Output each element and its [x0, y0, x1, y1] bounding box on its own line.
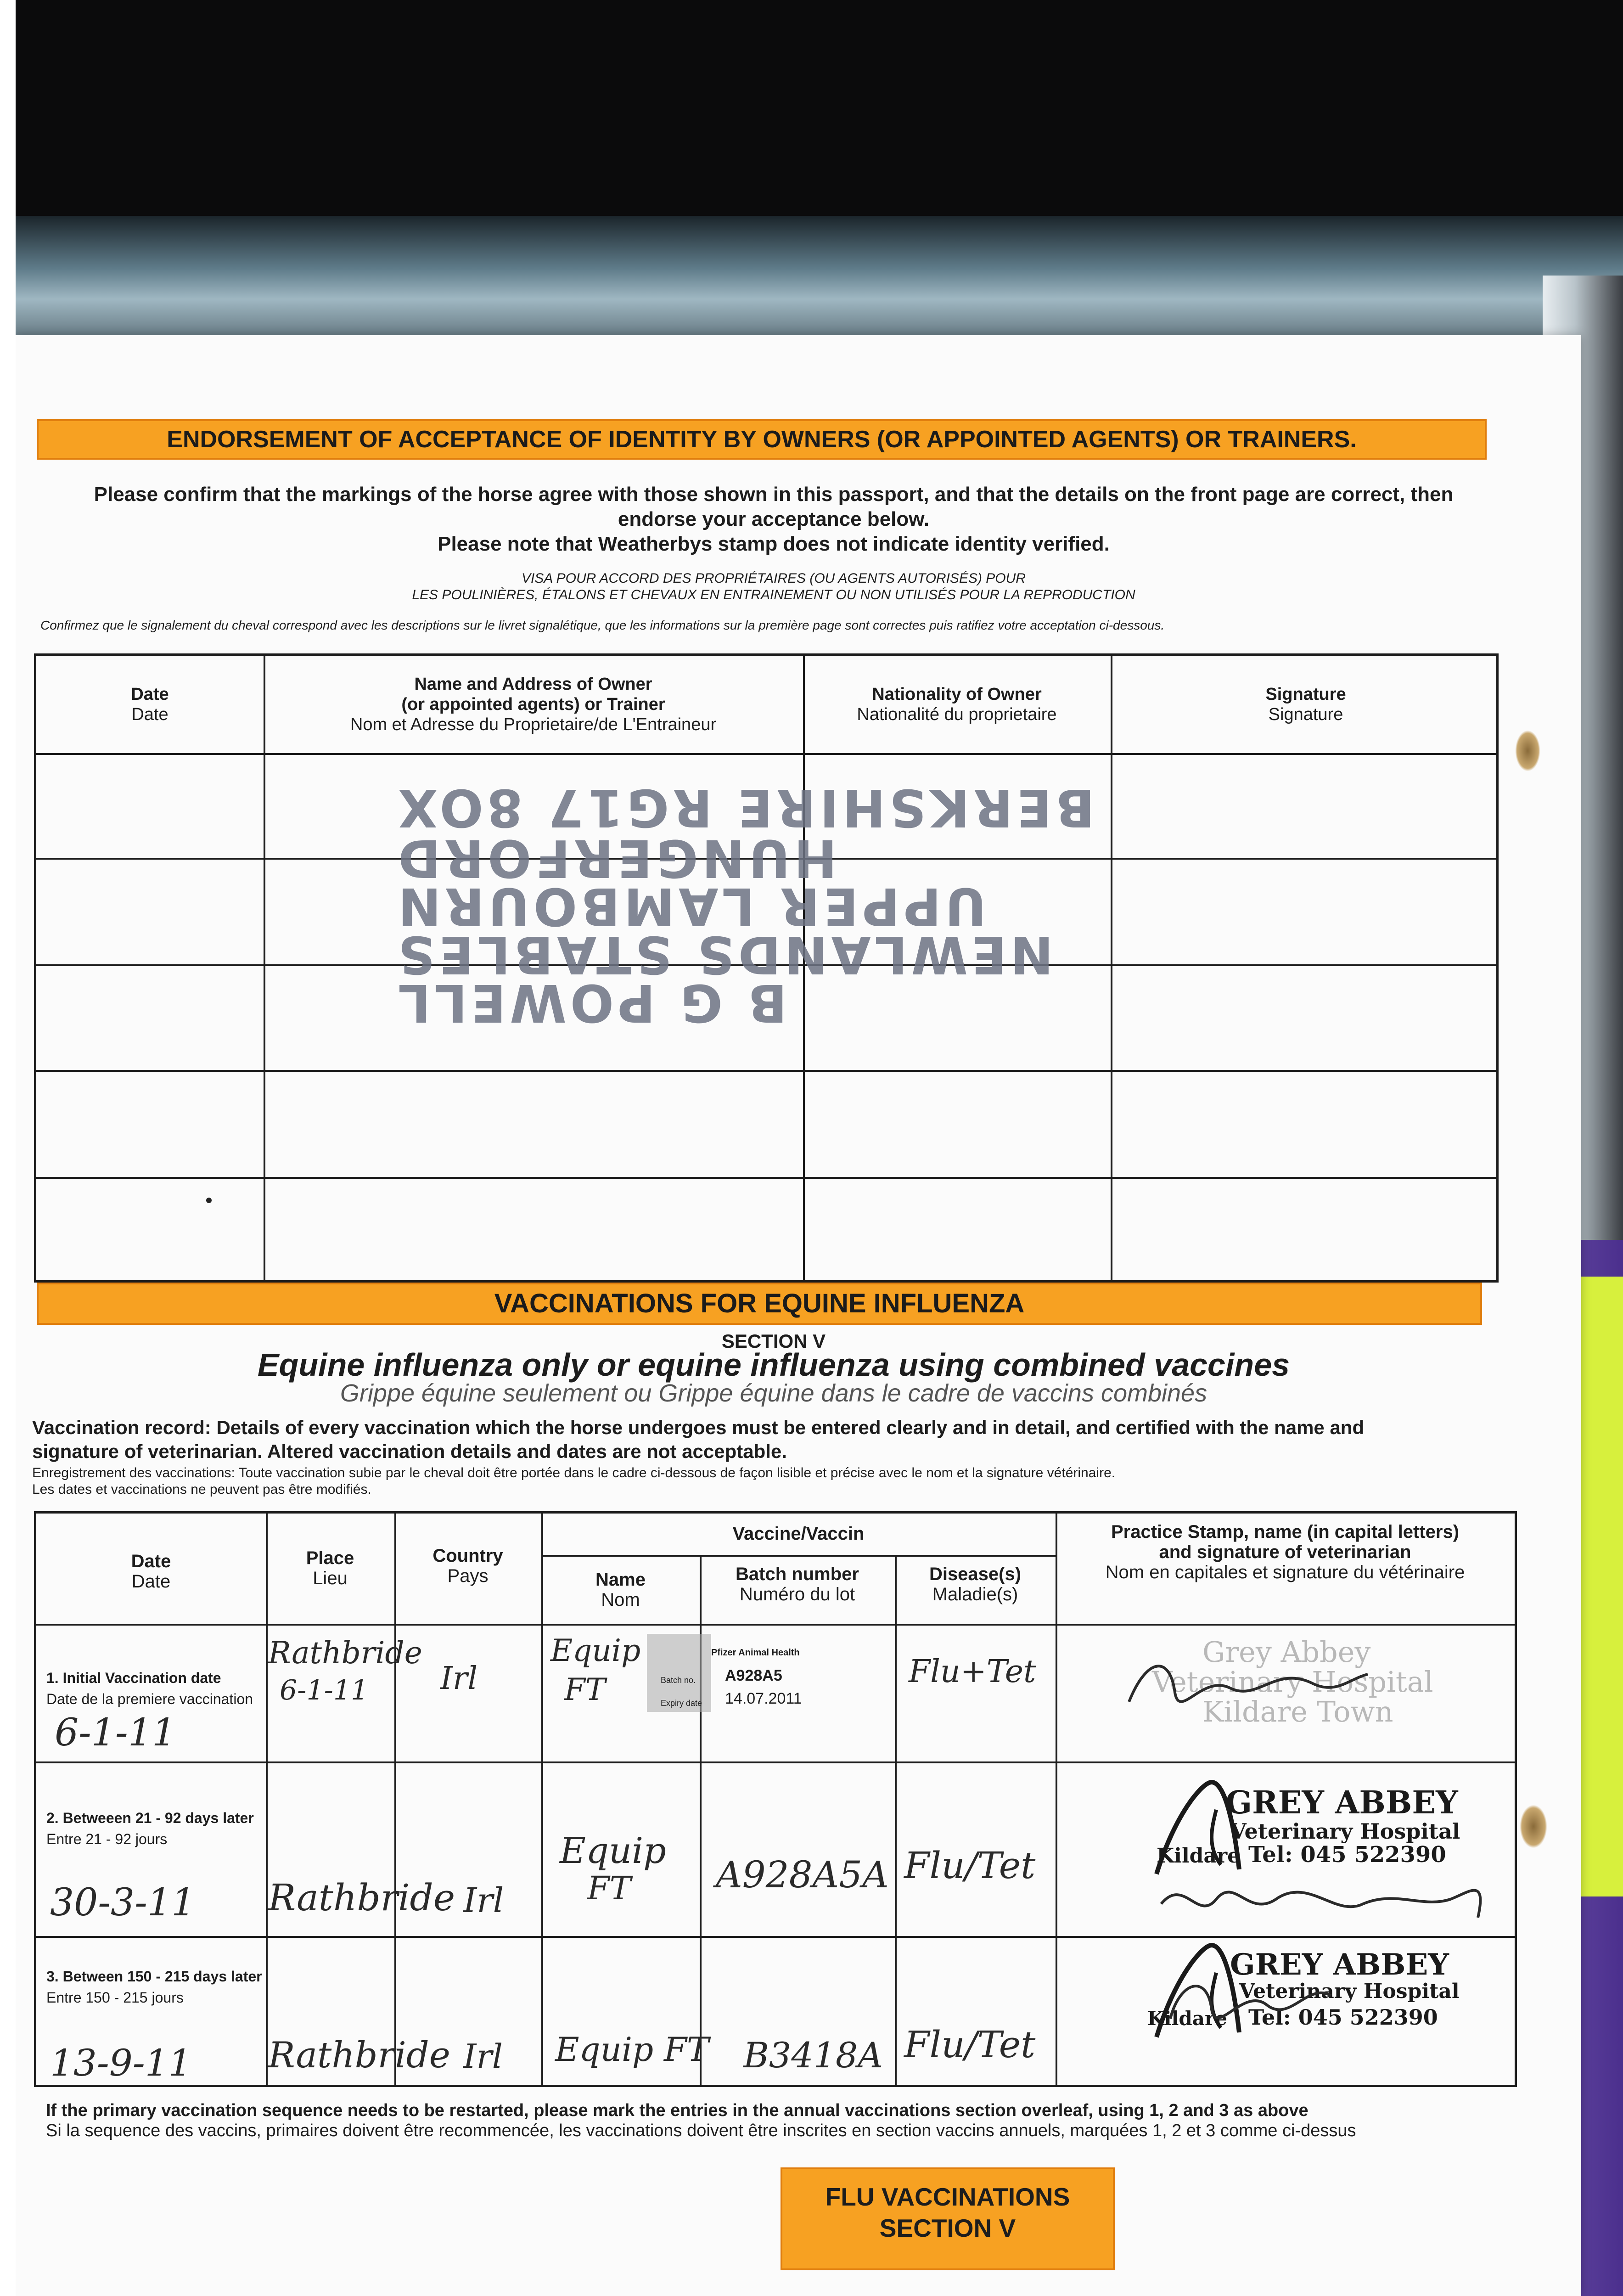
row-2-stamp-line-3: Kildare [1157, 1844, 1241, 1868]
stain-mark [1520, 1805, 1547, 1848]
record-fr-line-2: Les dates et vaccinations ne peuvent pas être modifiés. [32, 1482, 371, 1497]
owner-stamp-line: UPPER LAMBOURN [394, 876, 987, 936]
owner-stamp-line: HUNGERFORD [394, 828, 837, 888]
row-2-stamp-line-2: Veterinary Hospital [1230, 1819, 1460, 1844]
row-2-stamp-tel: Tel: 045 522390 [1248, 1842, 1446, 1868]
row-divider [36, 1624, 1515, 1626]
vacc-header-date-fr: Date [131, 1571, 171, 1592]
section-heading: Equine influenza only or equine influenza using combined vaccines [257, 1347, 1290, 1383]
vacc-header-practice [1056, 1522, 1515, 1582]
row-3-batch: B3418A [743, 2035, 883, 2076]
stamp-note: Please note that Weatherbys stamp does not indicate identity verified. [438, 533, 1110, 555]
dark-background [0, 0, 1623, 216]
row-3-name: Equip FT [555, 2030, 709, 2069]
endorsement-title: ENDORSEMENT OF ACCEPTANCE OF IDENTITY BY OWNERS (OR APPOINTED AGENTS) OR TRAINERS. [167, 426, 1357, 453]
header-nationality [803, 684, 1111, 725]
header-date-fr: Date [131, 705, 168, 724]
header-name-line-2: (or appointed agents) or Trainer [401, 695, 665, 714]
row-1-date: 6-1-11 [55, 1711, 176, 1755]
row-3-stamp-line-2: Veterinary Hospital [1239, 1980, 1460, 2003]
vacc-header-practice-line-2: and signature of veterinarian [1159, 1542, 1411, 1562]
batch-sticker-expiry: 14.07.2011 [725, 1690, 802, 1707]
row-1-label [46, 1667, 253, 1710]
vacc-header-batch-fr: Numéro du lot [739, 1584, 855, 1604]
header-name-fr: Nom et Adresse du Proprietaire/de L'Entraineur [350, 715, 717, 734]
row-1-stamp-line-2: Veterinary Hospital [1152, 1665, 1433, 1699]
header-signature [1111, 684, 1501, 725]
row-3-disease: Flu/Tet [904, 2023, 1036, 2066]
row-1-name-line-1: Equip [550, 1633, 641, 1668]
row-2-stamp-line-1: GREY ABBEY [1225, 1784, 1458, 1821]
header-date-en: Date [131, 685, 169, 704]
row-divider [36, 1070, 1496, 1072]
row-divider [36, 1761, 1515, 1763]
row-2-vet-signature [1157, 1849, 1505, 1941]
vacc-header-vaccine: Vaccine/Vaccin [732, 1524, 865, 1544]
col-divider [1111, 656, 1112, 1280]
row-2-place: Rathbride [268, 1876, 455, 1919]
row-2-label-fr: Entre 21 - 92 jours [46, 1831, 168, 1847]
vaccinations-title: VACCINATIONS FOR EQUINE INFLUENZA [494, 1289, 1025, 1318]
endorsement-title-bar [37, 419, 1487, 460]
row-3-stamp-line-3: Kildare [1147, 2007, 1227, 2030]
row-divider [36, 1177, 1496, 1179]
vaccination-record-fr [32, 1465, 1529, 1498]
batch-sticker-brand: Pfizer Animal Health [711, 1648, 800, 1658]
vacc-header-country-fr: Pays [447, 1566, 489, 1586]
row-1-place-date: 6-1-11 [280, 1674, 369, 1706]
batch-sticker-batch: A928A5 [725, 1667, 782, 1684]
header-nationality-en: Nationality of Owner [872, 685, 1042, 704]
col-divider [1056, 1514, 1057, 2085]
row-3-stamp-line-1: GREY ABBEY [1230, 1947, 1449, 1982]
instruction-line-1: Please confirm that the markings of the horse agree with those shown in this passport, and that the details on the front page are correct, then [94, 483, 1454, 506]
row-3-label-fr: Entre 150 - 215 jours [46, 1989, 184, 2006]
vaccination-table [34, 1511, 1517, 2087]
row-3-date: 13-9-11 [50, 2042, 192, 2084]
endorsement-instructions [28, 482, 1520, 557]
row-2-date: 30-3-11 [50, 1881, 196, 1925]
record-line-2: signature of veterinarian. Altered vaccination details and dates are not acceptable. [32, 1441, 787, 1462]
row-2-name-line-2: FT [587, 1869, 631, 1907]
row-1-country: Irl [440, 1660, 478, 1697]
vacc-header-country-en: Country [432, 1546, 503, 1566]
row-1-label-en: 1. Initial Vaccination date [46, 1670, 221, 1686]
batch-sticker-batch-label: Batch no. [661, 1676, 696, 1685]
row-3-country: Irl [463, 2037, 503, 2076]
restart-note: If the primary vaccination sequence needs to be restarted, please mark the entries in the annual vaccinations section overleaf, using 1, 2 and 3 as above [46, 2101, 1309, 2120]
french-confirm: Confirmez que le signalement du cheval correspond avec les descriptions sur le livret signalétique, que les informations sur la première page sont correctes puis ratifiez votre acceptation ci-dessous. [40, 618, 1165, 632]
row-3-stamp-tel: Tel: 045 522390 [1248, 2005, 1438, 2030]
row-1-stamp-line-3: Kildare Town [1202, 1695, 1393, 1728]
section-heading-fr: Grippe équine seulement ou Grippe équine dans le cadre de vaccins combinés [340, 1379, 1207, 1407]
owner-stamp-line: B G POWELL [394, 973, 787, 1032]
flu-tab-line-1: FLU VACCINATIONS [825, 2183, 1070, 2211]
col-divider [895, 1555, 897, 2085]
section-label: SECTION V [721, 1330, 826, 1352]
scan-margin [0, 0, 16, 2296]
vacc-header-practice-fr: Nom en capitales et signature du vétérinaire [1105, 1562, 1465, 1582]
row-1-place: Rathbride [268, 1635, 422, 1671]
vacc-header-disease-en: Disease(s) [929, 1564, 1022, 1584]
french-visa-line-2: LES POULINIÈRES, ÉTALONS ET CHEVAUX EN ENTRAINEMENT OU NON UTILISÉS POUR LA REPRODUCTION [412, 587, 1135, 602]
vacc-header-place [266, 1548, 394, 1588]
flu-tab-line-2: SECTION V [879, 2214, 1016, 2242]
row-2-label [46, 1807, 254, 1850]
vacc-header-batch [700, 1564, 895, 1604]
header-nationality-fr: Nationalité du proprietaire [857, 705, 1057, 724]
row-3-label [46, 1966, 262, 2008]
owner-stamp-line: NEWLANDS STABLES [394, 924, 1054, 984]
header-name-line-1: Name and Address of Owner [414, 675, 652, 694]
vacc-header-name [541, 1570, 700, 1610]
vacc-header-disease [895, 1564, 1056, 1604]
row-2-name-line-1: Equip [560, 1830, 666, 1872]
owner-stamp-line: BERKSHIRE RG17 8OX [394, 777, 1095, 837]
row-3-label-en: 3. Between 150 - 215 days later [46, 1968, 262, 1985]
vacc-header-place-fr: Lieu [313, 1568, 348, 1588]
row-2-country: Irl [463, 1881, 504, 1920]
instruction-line-2: endorse your acceptance below. [618, 508, 930, 530]
vacc-header-name-fr: Nom [601, 1590, 640, 1610]
ink-dot [206, 1198, 212, 1203]
vacc-header-disease-fr: Maladie(s) [932, 1584, 1018, 1604]
batch-sticker-expiry-label: Expiry date [661, 1699, 702, 1708]
vaccine-subheader-line [541, 1555, 1056, 1557]
vacc-header-place-en: Place [306, 1548, 354, 1568]
stain-mark [1515, 730, 1540, 771]
col-divider [266, 1514, 268, 2085]
header-date [36, 684, 264, 725]
record-fr-line-1: Enregistrement des vaccinations: Toute vaccination subie par le cheval doit être portée dans le cadre ci-dessous de façon lisible et précise avec le nom et la signature vétérinaire. [32, 1465, 1116, 1480]
french-visa-line-1: VISA POUR ACCORD DES PROPRIÉTAIRES (OU AGENTS AUTORISÉS) POUR [522, 571, 1026, 586]
vacc-header-date-en: Date [131, 1551, 171, 1571]
vacc-header-practice-line-1: Practice Stamp, name (in capital letters) [1111, 1522, 1460, 1542]
row-2-label-en: 2. Betweeen 21 - 92 days later [46, 1810, 254, 1826]
french-visa [28, 570, 1520, 603]
row-3-place: Rathbride [268, 2035, 450, 2076]
vaccinations-title-bar [37, 1283, 1482, 1325]
flu-vaccinations-tab [781, 2167, 1115, 2270]
row-2-disease: Flu/Tet [904, 1844, 1036, 1887]
header-signature-fr: Signature [1268, 705, 1343, 724]
endorsement-table [34, 653, 1499, 1283]
row-1-label-fr: Date de la premiere vaccination [46, 1691, 253, 1707]
row-3-vet-signature [1157, 1954, 1349, 2046]
row-1-name-line-2: FT [564, 1672, 606, 1707]
row-1-vet-signature [1120, 1647, 1377, 1734]
vacc-header-name-en: Name [595, 1570, 646, 1590]
row-1-stamp-line-1: Grey Abbey [1202, 1635, 1371, 1669]
col-divider [264, 656, 265, 1280]
vacc-header-country [394, 1546, 541, 1586]
vacc-header-date [36, 1551, 266, 1592]
vacc-header-batch-en: Batch number [736, 1564, 859, 1584]
col-divider [394, 1514, 396, 2085]
row-1-disease: Flu+Tet [909, 1654, 1036, 1690]
vaccination-record-note [32, 1416, 1529, 1463]
row-divider [36, 753, 1496, 755]
header-signature-en: Signature [1265, 685, 1346, 704]
restart-note-fr: Si la sequence des vaccins, primaires doivent être recommencée, les vaccinations doivent être inscrites en section vaccins annuels, marquées 1, 2 et 3 comme ci-dessus [46, 2121, 1356, 2140]
header-name-address [264, 674, 803, 735]
row-2-batch: A928A5A [716, 1853, 889, 1896]
record-line-1: Vaccination record: Details of every vaccination which the horse undergoes must be entered clearly and in detail, and certified with the name and [32, 1417, 1365, 1438]
